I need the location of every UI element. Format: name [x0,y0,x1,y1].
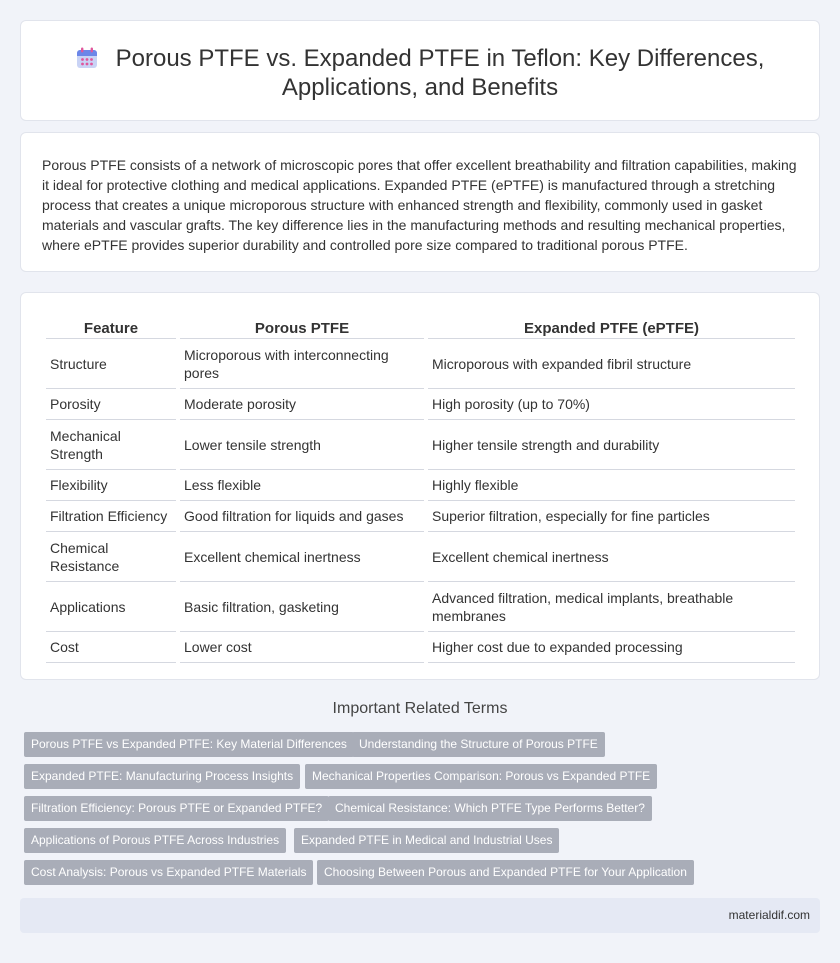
expanded-cell: Highly flexible [428,470,795,501]
related-term-link[interactable]: Expanded PTFE: Manufacturing Process Insights [24,764,300,789]
page-title [21,44,819,102]
expanded-cell: Superior filtration, especially for fine particles [428,501,795,532]
porous-cell: Basic filtration, gasketing [180,582,424,632]
table-row [46,389,795,420]
table-row [46,420,795,470]
header-feature: Feature [46,315,176,339]
table-row [46,532,795,582]
feature-cell: Filtration Efficiency [46,501,176,532]
related-terms-title: Important Related Terms [332,700,508,717]
table-row [46,339,795,389]
table-row [46,632,795,663]
table-header-row [46,315,795,339]
footer [20,898,820,933]
porous-cell: Moderate porosity [180,389,424,420]
feature-cell: Structure [46,339,176,389]
page-title-text: Porous PTFE vs. Expanded PTFE in Teflon: Key Differences, Applications, and Benefits [115,45,765,101]
porous-cell: Less flexible [180,470,424,501]
related-term-link[interactable]: Porous PTFE vs Expanded PTFE: Key Material Differences [24,732,354,757]
expanded-cell: Advanced filtration, medical implants, breathable membranes [428,582,795,632]
related-term-link[interactable]: Expanded PTFE in Medical and Industrial Uses [294,828,559,853]
feature-cell: Cost [46,632,176,663]
comparison-table [42,315,799,663]
feature-cell: Applications [46,582,176,632]
header-expanded-ptfe: Expanded PTFE (ePTFE) [428,315,795,339]
header-porous-ptfe: Porous PTFE [180,315,424,339]
related-term-link[interactable]: Choosing Between Porous and Expanded PTFE for Your Application [317,860,694,885]
expanded-cell: Excellent chemical inertness [428,532,795,582]
porous-cell: Lower cost [180,632,424,663]
intro-paragraph: Porous PTFE consists of a network of microscopic pores that offer excellent breathability and filtration capabilities, making it ideal for protective clothing and medical applications. Expanded PTFE (ePTFE) is manufactured through a stretching process that creates a unique microporous structure with enhanced strength and flexibility, commonly used in gasket materials and vascular grafts. The key difference lies in the manufacturing methods and resulting mechanical properties, where ePTFE provides superior durability and controlled pore size compared to traditional porous PTFE. [42,157,797,253]
expanded-cell: Higher tensile strength and durability [428,420,795,470]
comparison-card [20,292,820,680]
related-term-link[interactable]: Understanding the Structure of Porous PTFE [352,732,605,757]
expanded-cell: High porosity (up to 70%) [428,389,795,420]
expanded-cell: Higher cost due to expanded processing [428,632,795,663]
related-term-link[interactable]: Cost Analysis: Porous vs Expanded PTFE Materials [24,860,313,885]
intro-card [20,132,820,272]
expanded-cell: Microporous with expanded fibril structure [428,339,795,389]
related-term-link[interactable]: Applications of Porous PTFE Across Industries [24,828,286,853]
related-term-link[interactable]: Chemical Resistance: Which PTFE Type Performs Better? [328,796,652,821]
footer-site-name[interactable]: materialdif.com [728,908,810,922]
table-row [46,501,795,532]
header-card [20,20,820,121]
porous-cell: Excellent chemical inertness [180,532,424,582]
related-term-link[interactable]: Mechanical Properties Comparison: Porous vs Expanded PTFE [305,764,657,789]
feature-cell: Flexibility [46,470,176,501]
table-row [46,470,795,501]
porous-cell: Lower tensile strength [180,420,424,470]
porous-cell: Good filtration for liquids and gases [180,501,424,532]
feature-cell: Chemical Resistance [46,532,176,582]
table-row [46,582,795,632]
porous-cell: Microporous with interconnecting pores [180,339,424,389]
header [21,44,819,102]
feature-cell: Mechanical Strength [46,420,176,470]
related-term-link[interactable]: Filtration Efficiency: Porous PTFE or Expanded PTFE? [24,796,329,821]
feature-cell: Porosity [46,389,176,420]
calendar-icon [76,47,98,69]
